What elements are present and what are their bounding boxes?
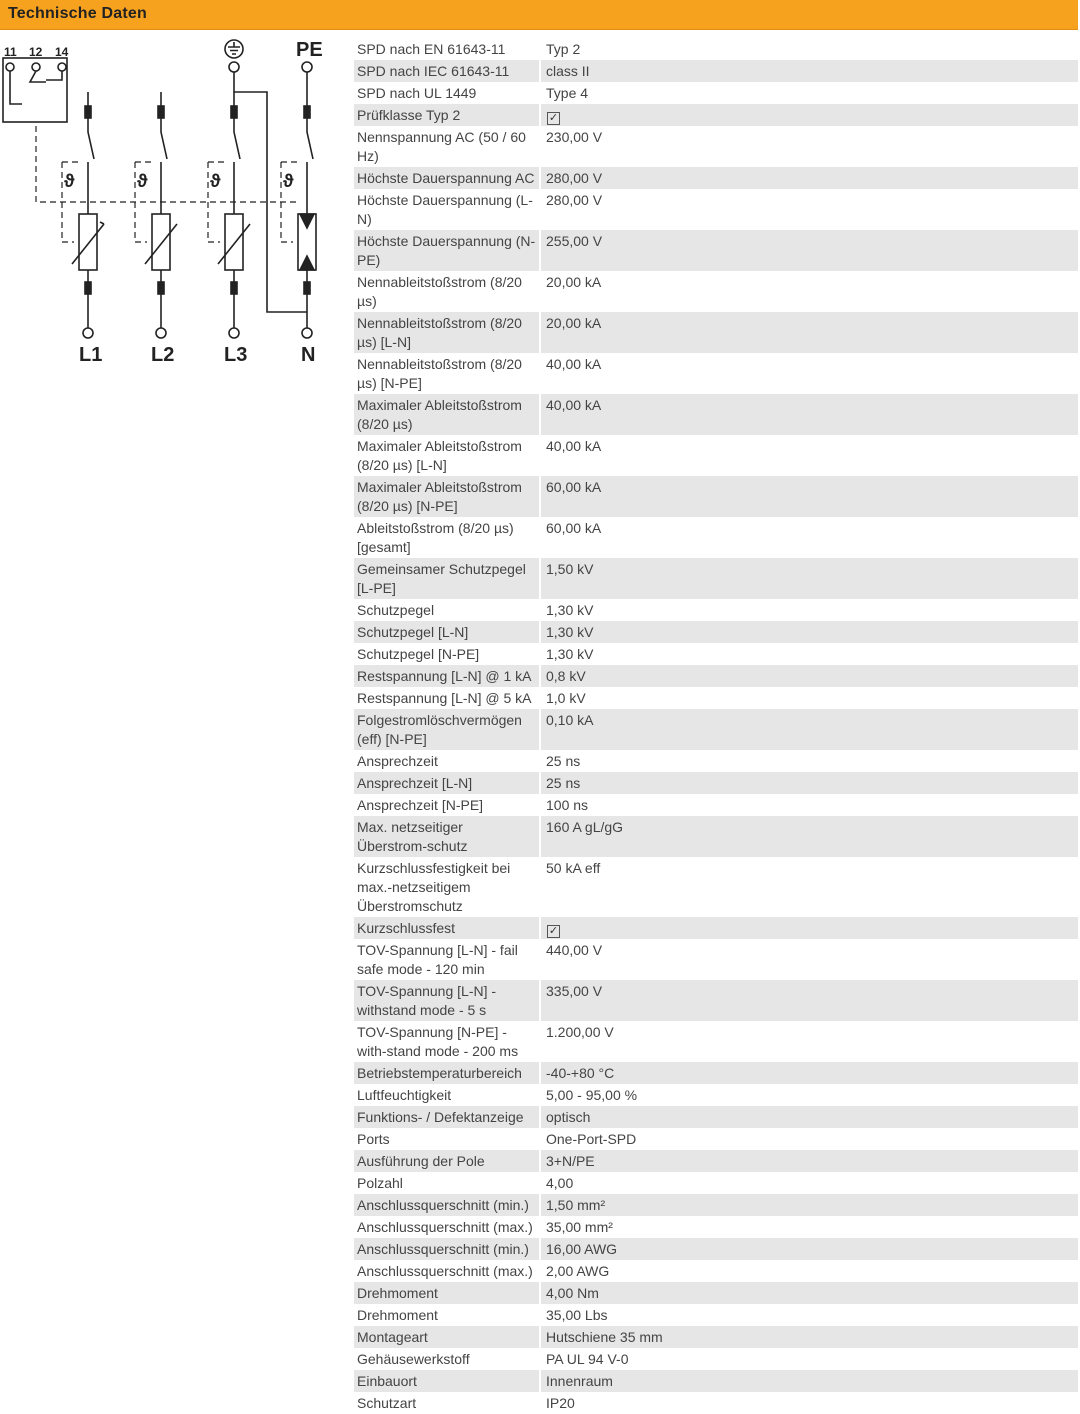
spec-label: Kurzschlussfestigkeit bei max.-netzseitigem Überstromschutz	[354, 857, 540, 917]
spec-value: 335,00 V	[540, 980, 1078, 1021]
spec-label: Max. netzseitiger Überstrom-schutz	[354, 816, 540, 857]
spec-row	[354, 687, 1078, 709]
spec-value	[540, 917, 1078, 939]
section-header	[0, 0, 1078, 30]
spec-label: Schutzpegel [N-PE]	[354, 643, 540, 665]
spec-row	[354, 1238, 1078, 1260]
spec-label: Drehmoment	[354, 1282, 540, 1304]
spec-value: 20,00 kA	[540, 312, 1078, 353]
spec-row	[354, 1128, 1078, 1150]
spec-label: Gemeinsamer Schutzpegel [L-PE]	[354, 558, 540, 599]
thermal-symbol-l3: ϑ	[210, 171, 221, 191]
terminal-label-11: 11	[4, 45, 17, 59]
spec-row	[354, 38, 1078, 60]
spec-row	[354, 167, 1078, 189]
terminal-label-12: 12	[29, 45, 43, 59]
phase-branch-n	[298, 92, 316, 338]
spec-label: Montageart	[354, 1326, 540, 1348]
earth-ground-icon	[225, 40, 243, 58]
spec-value: 0,8 kV	[540, 665, 1078, 687]
phase-label-l1: L1	[79, 344, 103, 366]
spec-row	[354, 1260, 1078, 1282]
spec-label: Anschlussquerschnitt (max.)	[354, 1216, 540, 1238]
phase-branch-l3	[218, 92, 250, 338]
spec-label: SPD nach IEC 61643-11	[354, 60, 540, 82]
spec-value: 25 ns	[540, 772, 1078, 794]
spec-row	[354, 939, 1078, 980]
spec-label: Restspannung [L-N] @ 5 kA	[354, 687, 540, 709]
spec-label: Gehäusewerkstoff	[354, 1348, 540, 1370]
spec-value: 50 kA eff	[546, 859, 601, 876]
spec-label: Funktions- / Defektanzeige	[354, 1106, 540, 1128]
spec-label: Schutzart	[354, 1392, 540, 1414]
checkbox-checked-icon: ✓	[548, 111, 559, 124]
spec-value: 35,00 Lbs	[546, 1306, 608, 1323]
spec-label: Maximaler Ableitstoßstrom (8/20 µs) [L-N]	[354, 435, 540, 476]
spec-value: 160 A gL/gG	[540, 816, 1078, 857]
spec-row	[354, 1021, 1078, 1062]
spec-value	[540, 104, 1078, 126]
spec-row	[354, 1172, 1078, 1194]
spec-row	[354, 643, 1078, 665]
spec-label: Ports	[354, 1128, 540, 1150]
spec-row	[354, 394, 1078, 435]
spec-label: Restspannung [L-N] @ 1 kA	[354, 665, 540, 687]
spec-row	[354, 816, 1078, 857]
spec-value: 2,00 AWG	[546, 1262, 610, 1279]
terminal-label-14: 14	[55, 45, 69, 59]
spec-label: Höchste Dauerspannung AC	[354, 167, 540, 189]
spec-label: Maximaler Ableitstoßstrom (8/20 µs)	[354, 394, 540, 435]
spec-value: 40,00 kA	[546, 437, 602, 454]
spec-label: Polzahl	[354, 1172, 540, 1194]
spec-label: Betriebstemperaturbereich	[354, 1062, 540, 1084]
spec-label: Einbauort	[354, 1370, 540, 1392]
spec-label: Nennableitstoßstrom (8/20 µs) [N-PE]	[354, 353, 540, 394]
spec-value: 100 ns	[546, 796, 589, 813]
phase-branch-l2	[145, 92, 177, 338]
spec-label: SPD nach UL 1449	[354, 82, 540, 104]
spec-row	[354, 980, 1078, 1021]
spec-row	[354, 750, 1078, 772]
spec-label: Anschlussquerschnitt (min.)	[354, 1238, 540, 1260]
spec-row	[354, 1150, 1078, 1172]
phase-label-l2: L2	[151, 344, 175, 366]
spec-value: class II	[540, 60, 1078, 82]
spec-value: 440,00 V	[546, 941, 603, 958]
spec-value: 5,00 - 95,00 %	[546, 1086, 638, 1103]
spec-value: 25 ns	[546, 752, 581, 769]
spec-label: Anschlussquerschnitt (min.)	[354, 1194, 540, 1216]
spec-value: 60,00 kA	[540, 476, 1078, 517]
spec-label: Nennableitstoßstrom (8/20 µs)	[354, 271, 540, 312]
spec-row	[354, 772, 1078, 794]
spec-label: Höchste Dauerspannung (N-PE)	[354, 230, 540, 271]
spec-value: 0,10 kA	[540, 709, 1078, 750]
spec-label: Schutzpegel	[354, 599, 540, 621]
spec-row	[354, 709, 1078, 750]
spec-value: Typ 2	[546, 40, 581, 57]
spec-value: 40,00 kA	[546, 355, 602, 372]
spec-label: Maximaler Ableitstoßstrom (8/20 µs) [N-PE]	[354, 476, 540, 517]
spec-value: 20,00 kA	[546, 273, 602, 290]
spec-value: 280,00 V	[546, 191, 603, 208]
spec-label: Drehmoment	[354, 1304, 540, 1326]
phase-label-n: N	[301, 344, 316, 366]
spec-value: 1,50 mm²	[540, 1194, 1078, 1216]
spec-row	[354, 476, 1078, 517]
spec-label: Luftfeuchtigkeit	[354, 1084, 540, 1106]
thermal-symbol-n: ϑ	[283, 171, 294, 191]
spec-label: TOV-Spannung [N-PE] - with-stand mode - 200 ms	[354, 1021, 540, 1062]
phase-branch-l1	[72, 92, 104, 338]
spec-value: 1.200,00 V	[546, 1023, 614, 1040]
spec-row	[354, 665, 1078, 687]
spec-value: One-Port-SPD	[546, 1130, 637, 1147]
spec-label: Ausführung der Pole	[354, 1150, 540, 1172]
spec-value: Type 4	[546, 84, 589, 101]
spec-row	[354, 621, 1078, 643]
pe-label: PE	[296, 39, 323, 61]
spec-value: 4,00	[546, 1174, 574, 1191]
spec-value: IP20	[546, 1394, 575, 1411]
spec-row	[354, 1216, 1078, 1238]
spec-row	[354, 189, 1078, 230]
spec-row	[354, 271, 1078, 312]
spec-row	[354, 1392, 1078, 1414]
spec-row	[354, 1304, 1078, 1326]
spec-row	[354, 558, 1078, 599]
spec-row	[354, 312, 1078, 353]
spec-value: 1,0 kV	[546, 689, 586, 706]
circuit-diagram	[0, 34, 340, 374]
spec-label: Ansprechzeit [N-PE]	[354, 794, 540, 816]
spec-row	[354, 353, 1078, 394]
spec-row	[354, 60, 1078, 82]
spec-label: Ableitstoßstrom (8/20 µs) [gesamt]	[354, 517, 540, 558]
spec-label: Ansprechzeit [L-N]	[354, 772, 540, 794]
spec-row	[354, 82, 1078, 104]
spec-value: optisch	[540, 1106, 1078, 1128]
spec-value: 280,00 V	[540, 167, 1078, 189]
spec-row	[354, 517, 1078, 558]
spec-label: Nennspannung AC (50 / 60 Hz)	[354, 126, 540, 167]
spec-value: 40,00 kA	[540, 394, 1078, 435]
spec-value: 1,30 kV	[546, 645, 594, 662]
spec-label: Folgestromlöschvermögen (eff) [N-PE]	[354, 709, 540, 750]
thermal-symbol-l2: ϑ	[137, 171, 148, 191]
spec-value: 16,00 AWG	[540, 1238, 1078, 1260]
thermal-symbol-l1: ϑ	[64, 171, 75, 191]
spec-value: 1,30 kV	[546, 601, 594, 618]
spec-value: PA UL 94 V-0	[546, 1350, 629, 1367]
spec-value: 4,00 Nm	[540, 1282, 1078, 1304]
spec-value: 230,00 V	[546, 128, 603, 145]
spec-row	[354, 917, 1078, 939]
spec-value: 3+N/PE	[540, 1150, 1078, 1172]
spec-label: Kurzschlussfest	[354, 917, 540, 939]
spec-row	[354, 1084, 1078, 1106]
spec-row	[354, 857, 1078, 917]
spec-label: SPD nach EN 61643-11	[354, 38, 540, 60]
spec-row	[354, 230, 1078, 271]
spec-row	[354, 1194, 1078, 1216]
spec-value: 255,00 V	[540, 230, 1078, 271]
spec-row	[354, 1370, 1078, 1392]
spec-row	[354, 435, 1078, 476]
section-title: Technische Daten	[8, 5, 147, 22]
spec-label: Prüfklasse Typ 2	[354, 104, 540, 126]
spec-row	[354, 599, 1078, 621]
spec-value: Innenraum	[540, 1370, 1078, 1392]
spec-row	[354, 1326, 1078, 1348]
spec-label: Anschlussquerschnitt (max.)	[354, 1260, 540, 1282]
spec-label: Ansprechzeit	[354, 750, 540, 772]
spec-label: Nennableitstoßstrom (8/20 µs) [L-N]	[354, 312, 540, 353]
spec-row	[354, 104, 1078, 126]
spec-value: 35,00 mm²	[546, 1218, 613, 1235]
checkbox-checked-icon: ✓	[548, 924, 559, 937]
spec-label: Höchste Dauerspannung (L-N)	[354, 189, 540, 230]
spec-label: TOV-Spannung [L-N] - fail safe mode - 120 min	[354, 939, 540, 980]
spec-row	[354, 1282, 1078, 1304]
spec-label: TOV-Spannung [L-N] - withstand mode - 5 s	[354, 980, 540, 1021]
spec-row	[354, 794, 1078, 816]
spec-row	[354, 1106, 1078, 1128]
spec-label: Schutzpegel [L-N]	[354, 621, 540, 643]
spec-value: 60,00 kA	[546, 519, 602, 536]
spec-value: 1,50 kV	[540, 558, 1078, 599]
spec-value: Hutschiene 35 mm	[540, 1326, 1078, 1348]
spec-table	[354, 38, 1078, 1414]
phase-label-l3: L3	[224, 344, 248, 366]
spec-row	[354, 1062, 1078, 1084]
spec-value: 1,30 kV	[540, 621, 1078, 643]
spec-row	[354, 126, 1078, 167]
spec-value: -40-+80 °C	[540, 1062, 1078, 1084]
spec-row	[354, 1348, 1078, 1370]
